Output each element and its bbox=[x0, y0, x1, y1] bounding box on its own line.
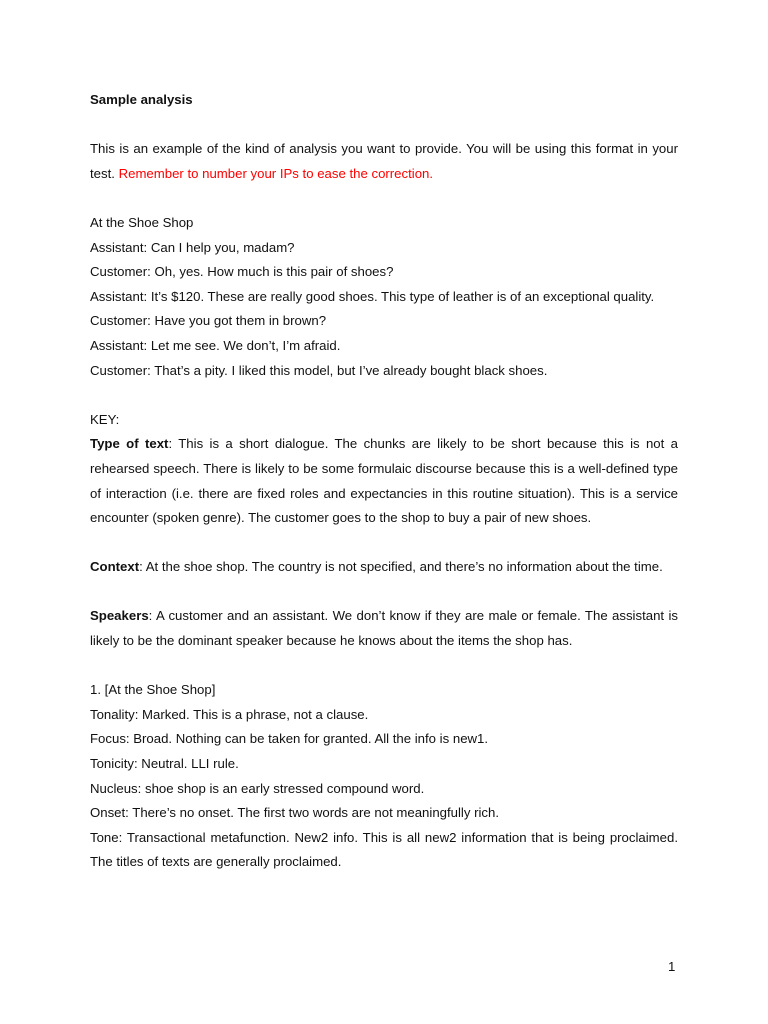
dialogue-line: Customer: That’s a pity. I liked this model, but I’ve already bought black shoes. bbox=[90, 362, 548, 378]
dialogue-line: Customer: Have you got them in brown? bbox=[90, 313, 327, 329]
context-body: : At the shoe shop. The country is not specified, and there’s no information about the time. bbox=[139, 559, 663, 575]
type-of-text-paragraph bbox=[90, 432, 678, 530]
ip1-heading: 1. [At the Shoe Shop] bbox=[90, 682, 216, 698]
context-paragraph bbox=[90, 555, 678, 580]
speakers-label: Speakers bbox=[90, 608, 149, 624]
spacer bbox=[90, 113, 678, 138]
context-label: Context bbox=[90, 559, 140, 575]
type-of-text-label: Type of text bbox=[90, 436, 169, 452]
ip1-tonality: Tonality: Marked. This is a phrase, not a clause. bbox=[90, 706, 369, 722]
dialogue-line: Assistant: Can I help you, madam? bbox=[90, 239, 295, 255]
ip1-tone: Tone: Transactional metafunction. New2 info. This is all new2 information that is being proclaimed. The titles of texts are generally proclaimed. bbox=[90, 829, 678, 870]
ip1-tonicity: Tonicity: Neutral. LLI rule. bbox=[90, 756, 239, 772]
spacer bbox=[90, 531, 678, 556]
document-page bbox=[90, 88, 678, 875]
intro-text: This is an example of the kind of analysis you want to provide. You will be using this format in your test. bbox=[90, 141, 678, 181]
dialogue-line: Assistant: Let me see. We don’t, I’m afraid. bbox=[90, 337, 341, 353]
spacer bbox=[90, 654, 678, 679]
document-title: Sample analysis bbox=[90, 92, 193, 107]
key-heading: KEY: bbox=[90, 411, 120, 427]
dialogue-line: Customer: Oh, yes. How much is this pair of shoes? bbox=[90, 264, 394, 280]
type-of-text-body: : This is a short dialogue. The chunks are likely to be short because this is not a rehearsed speech. There is likely to be some formulaic discourse because this is a well-defined type of interaction (i.e. there are fixed roles and expectancies in this routine situation). This is a service encounter (spoken genre). The customer goes to the shop to buy a pair of new shoes. bbox=[90, 436, 679, 526]
ip1-focus: Focus: Broad. Nothing can be taken for granted. All the info is new1. bbox=[90, 731, 489, 747]
ip1-nucleus: Nucleus: shoe shop is an early stressed compound word. bbox=[90, 780, 425, 796]
ip1-onset: Onset: There’s no onset. The first two words are not meaningfully rich. bbox=[90, 805, 500, 821]
page-number: 1 bbox=[668, 959, 676, 974]
intro-paragraph bbox=[90, 137, 678, 186]
spacer bbox=[90, 580, 678, 605]
spacer bbox=[90, 383, 678, 408]
speakers-paragraph bbox=[90, 604, 678, 653]
speakers-body: : A customer and an assistant. We don’t know if they are male or female. The assistant is likely to be the dominant speaker because he knows about the items the shop has. bbox=[90, 608, 678, 649]
dialogue-line: Assistant: It’s $120. These are really good shoes. This type of leather is of an exceptional quality. bbox=[90, 288, 655, 304]
spacer bbox=[90, 186, 678, 211]
intro-highlight: Remember to number your IPs to ease the correction. bbox=[118, 165, 434, 181]
dialogue-heading: At the Shoe Shop bbox=[90, 214, 194, 230]
